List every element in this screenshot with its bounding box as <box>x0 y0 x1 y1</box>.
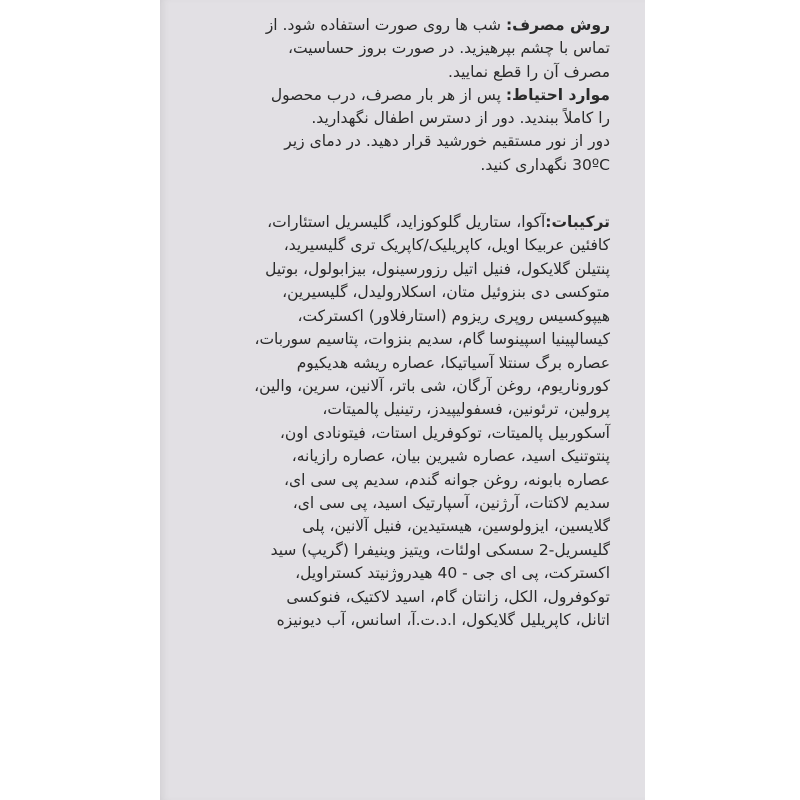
caution-line-3: دور از نور مستقیم خورشید قرار دهید. در دمای زیر <box>284 132 610 151</box>
ingredients-line-11: پنتوتنیک اسید، عصاره شیرین بیان، عصاره رازیانه، <box>291 447 610 466</box>
ingredients-line-16: اکسترکت، پی ای جی - 40 هیدروژنیتد کستراویل، <box>295 564 610 583</box>
ingredients-line-5: هیپوکسیس روپری ریزوم (استارفلاور) اکسترکت، <box>297 306 610 325</box>
ingredients-line-7: عصاره برگ سنتلا آسیاتیکا، عصاره ریشه هدیکیوم <box>296 353 610 372</box>
ingredients-line-4: متوکسی دی بنزوئیل متان، اسکلارولیدل، گلیسیرین، <box>282 283 610 302</box>
ingredients-line-18: اتانل، کاپریلیل گلایکول، ا.د.ت.آ، اسانس، آب دیونیزه <box>276 610 610 629</box>
ingredients-line-12: عصاره بابونه، روغن جوانه گندم، سدیم پی سی ای، <box>284 470 610 489</box>
ingredients-line-3: پنتیلن گلایکول، فنیل اتیل رزورسینول، بیزابولول، بوتیل <box>265 259 610 278</box>
usage-section <box>190 14 610 84</box>
caution-section <box>190 84 610 177</box>
ingredients-label: ترکیبات: <box>545 213 610 232</box>
usage-line-2: تماس با چشم بپرهیزید. در صورت بروز حساسیت، <box>288 39 610 58</box>
caution-line-1: موارد احتیاط: پس از هر بار مصرف، درب محصول <box>270 85 610 104</box>
usage-line-1: روش مصرف: شب ها روی صورت استفاده شود. از <box>265 16 610 34</box>
ingredients-line-15: گلیسریل-2 سسکی اولئات، ویتیز وینیفرا (گریپ) سید <box>270 540 610 559</box>
usage-line-3: مصرف آن را قطع نمایید. <box>448 62 610 81</box>
ingredients-line-14: گلایسین، ایزولوسین، هیستیدین، فنیل آلانین، پلی <box>302 517 610 536</box>
ingredients-line-17: توکوفرول، الکل، زانتان گام، اسید لاکتیک، فنوکسی <box>286 587 610 606</box>
instructions-text <box>190 14 610 632</box>
ingredients-line-10: آسکوربیل پالمیتات، توکوفریل استات، فیتونادی اون، <box>279 423 610 442</box>
ingredients-section <box>190 211 610 632</box>
usage-label: روش مصرف: <box>505 16 610 34</box>
caution-label: موارد احتیاط: <box>505 85 610 104</box>
ingredients-line-6: کیسالپینیا اسپینوسا گام، سدیم بنزوات، پتاسیم سوربات، <box>254 330 610 349</box>
caution-line-2: را کاملاً ببندید. دور از دسترس اطفال نگهدارید. <box>311 109 610 128</box>
ingredients-line-1: ترکیبات:آکوا، ستاریل گلوکوزاید، گلیسریل استئارات، <box>267 213 610 232</box>
ingredients-line-9: پرولین، ترئونین، فسفولیپیدز، رتینیل پالمیتات، <box>322 400 610 419</box>
ingredients-line-8: کوروناریوم، روغن آرگان، شی باتر، آلانین، سرین، والین، <box>254 376 610 395</box>
ingredients-line-13: سدیم لاکتات، آرژنین، آسپارتیک اسید، پی سی ای، <box>292 493 610 512</box>
ingredients-line-2: کافئین عربیکا اویل، کاپریلیک/کاپریک تری گلیسیرید، <box>283 236 610 255</box>
caution-line-4: 30ºC نگهداری کنید. <box>480 155 610 174</box>
